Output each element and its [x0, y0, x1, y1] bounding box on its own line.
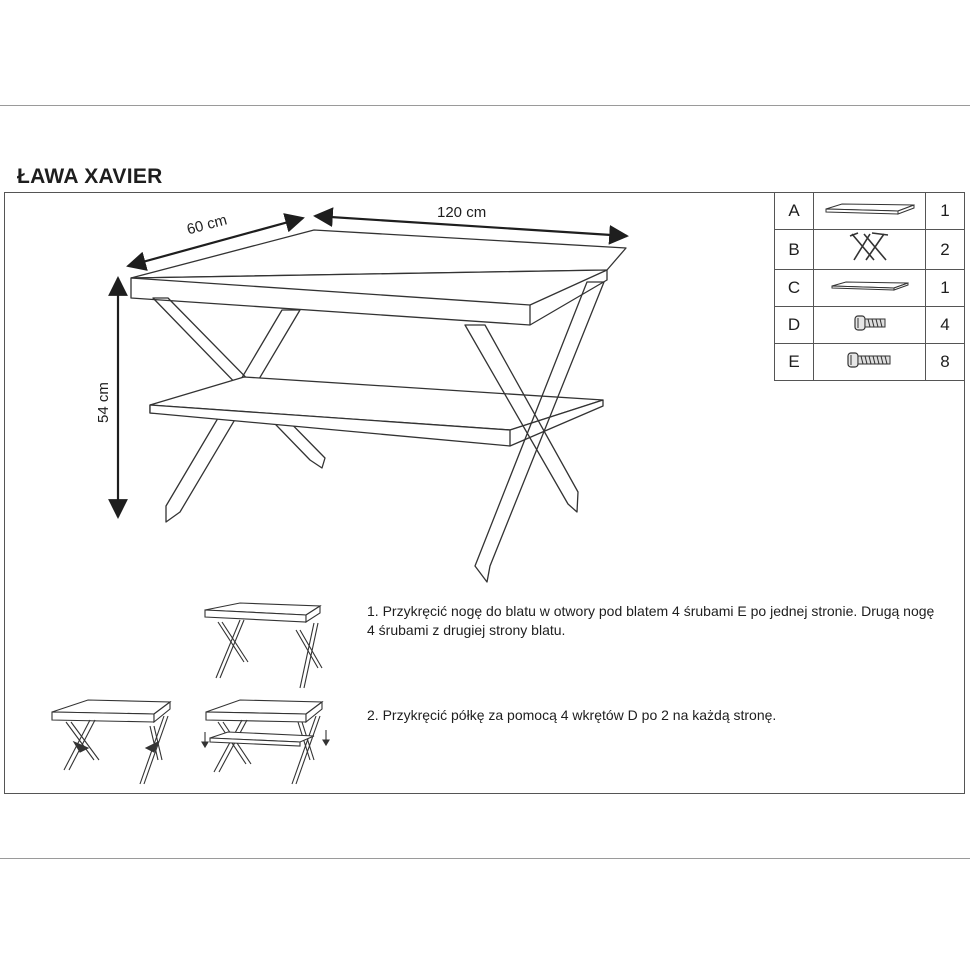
width-label: 120 cm [437, 204, 487, 221]
part-letter: E [775, 344, 814, 381]
part-qty: 4 [926, 307, 965, 344]
part-letter: C [775, 270, 814, 307]
shelf-icon [820, 274, 920, 298]
short-screw-icon [845, 311, 895, 335]
part-image [814, 270, 926, 307]
parts-row-d [775, 307, 965, 344]
long-screw-icon [840, 348, 900, 372]
step1-illustration [205, 603, 322, 688]
step2b-illustration [202, 700, 329, 784]
part-image [814, 230, 926, 270]
tabletop-icon [820, 197, 920, 221]
part-qty: 1 [926, 270, 965, 307]
parts-row-c [775, 270, 965, 307]
parts-table [774, 192, 965, 381]
part-qty: 1 [926, 193, 965, 230]
part-letter: B [775, 230, 814, 270]
part-qty: 2 [926, 230, 965, 270]
x-legs-icon [840, 230, 900, 264]
part-letter: A [775, 193, 814, 230]
step-1-text: 1. Przykręcić nogę do blatu w otwory pod blatem 4 śrubami E po jednej stronie. Drugą nogę 4 śrubami z drugiej strony blatu. [367, 603, 935, 638]
part-image [814, 193, 926, 230]
parts-row-a [775, 193, 965, 230]
parts-row-e [775, 344, 965, 381]
shelf-illustration [150, 377, 603, 446]
part-image [814, 344, 926, 381]
part-letter: D [775, 307, 814, 344]
step2a-illustration [52, 700, 170, 784]
parts-row-b [775, 230, 965, 270]
part-qty: 8 [926, 344, 965, 381]
height-label: 54 cm [95, 382, 112, 423]
depth-label: 60 cm [185, 211, 229, 239]
step-2-text: 2. Przykręcić półkę za pomocą 4 wkrętów D po 2 na każdą stronę. [367, 707, 777, 723]
product-title: ŁAWA XAVIER [17, 165, 163, 188]
part-image [814, 307, 926, 344]
